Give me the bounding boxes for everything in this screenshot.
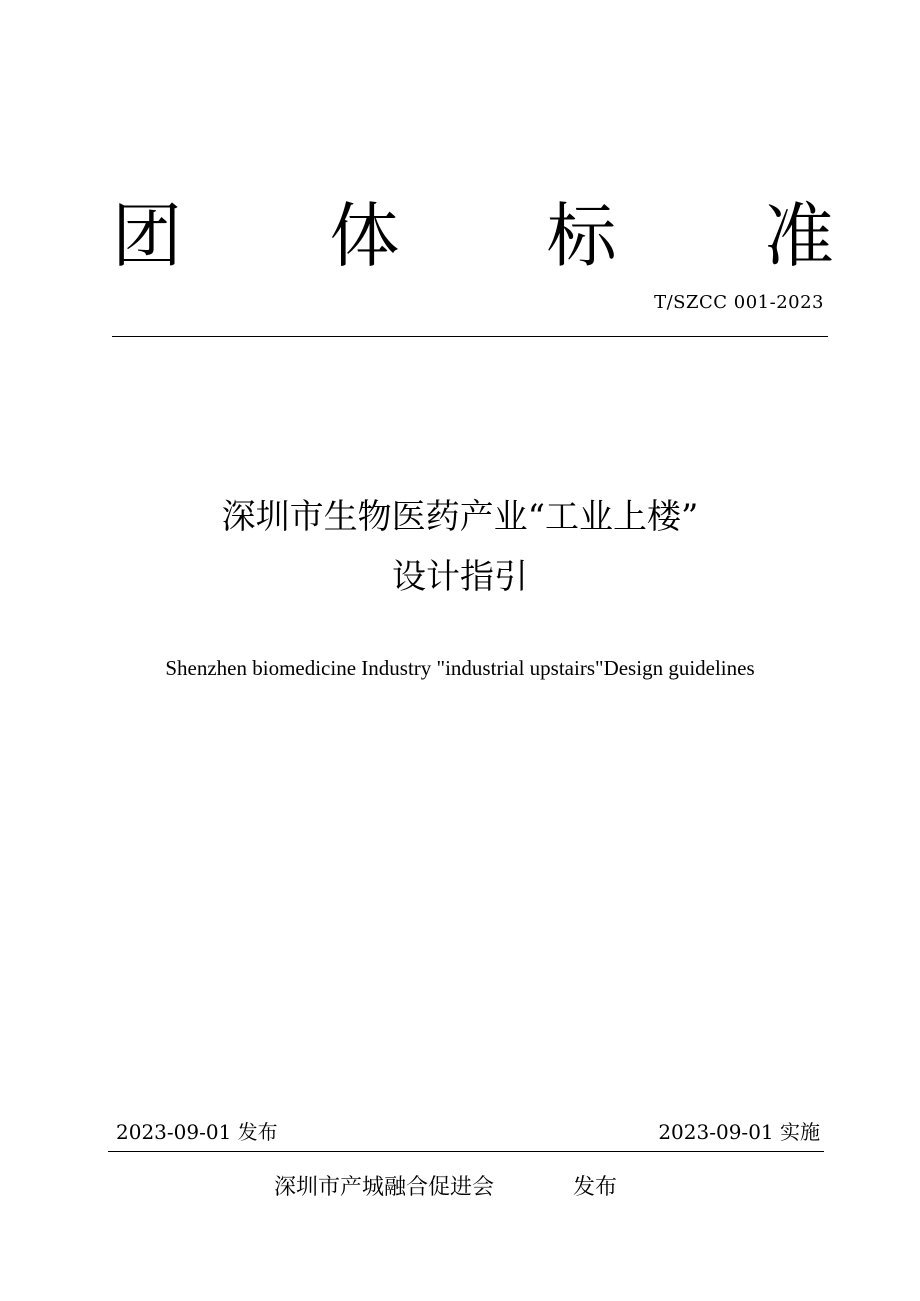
standard-type-char-1: 团 [112,195,182,277]
bottom-divider [108,1151,824,1152]
publish-date: 2023-09-01 发布 [116,1120,278,1144]
issue-label: 发布 [573,1175,618,1200]
issuer-name: 深圳市产城融合促进会 [274,1175,495,1200]
implement-date: 2023-09-01 实施 [658,1120,820,1144]
standard-type-heading [112,196,834,276]
chinese-title-line-2: 设计指引 [392,557,528,597]
standard-number: T/SZCC 001-2023 [654,292,824,313]
chinese-title [0,490,920,604]
publisher-line [274,1170,617,1201]
chinese-title-line-1: 深圳市生物医药产业“工业上楼” [221,497,699,537]
standard-type-char-2: 体 [329,195,400,277]
standard-type-char-3: 标 [546,195,617,277]
date-row [116,1116,820,1145]
standard-type-char-4: 准 [763,195,834,277]
english-title: Shenzhen biomedicine Industry "industrial upstairs"Design guidelines [165,656,755,680]
top-divider [112,336,828,337]
